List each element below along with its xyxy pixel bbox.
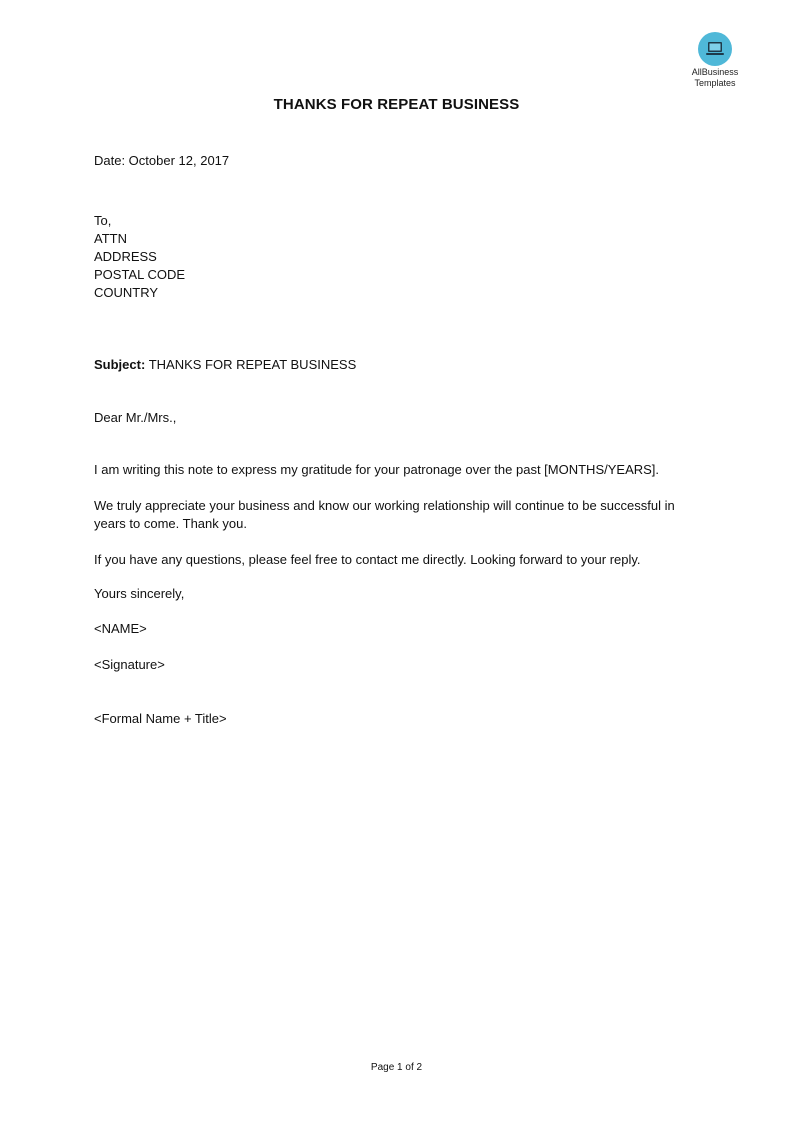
sender-name: <NAME>: [94, 621, 147, 636]
formal-name-title: <Formal Name + Title>: [94, 711, 227, 726]
recipient-postal-code: POSTAL CODE: [94, 267, 186, 282]
brand-logo: [683, 32, 747, 88]
laptop-icon: [698, 32, 732, 66]
closing: Yours sincerely,: [94, 586, 185, 601]
subject-label: Subject:: [94, 357, 146, 372]
body-paragraph-3: If you have any questions, please feel free to contact me directly. Looking forward to your reply.: [94, 552, 641, 567]
body-paragraph-1: I am writing this note to express my gratitude for your patronage over the past [MONTHS/YEARS].: [94, 462, 660, 477]
subject-line: [94, 356, 356, 374]
recipient-address: ADDRESS: [94, 249, 157, 264]
recipient-attn: ATTN: [94, 231, 127, 246]
recipient-country: COUNTRY: [94, 285, 159, 300]
date-line: Date: October 12, 2017: [94, 153, 230, 168]
body-paragraph-2: We truly appreciate your business and know our working relationship will continue to be successful in years to come. Thank you.: [94, 498, 675, 531]
document-title: THANKS FOR REPEAT BUSINESS: [273, 96, 520, 113]
subject-text: THANKS FOR REPEAT BUSINESS: [148, 357, 357, 372]
logo-text-line1: AllBusiness: [691, 67, 739, 77]
recipient-to: To,: [94, 213, 112, 228]
page-number: Page 1 of 2: [370, 1062, 423, 1073]
signature-placeholder: <Signature>: [94, 657, 165, 672]
logo-text-line2: Templates: [694, 78, 736, 88]
salutation: Dear Mr./Mrs.,: [94, 410, 177, 425]
